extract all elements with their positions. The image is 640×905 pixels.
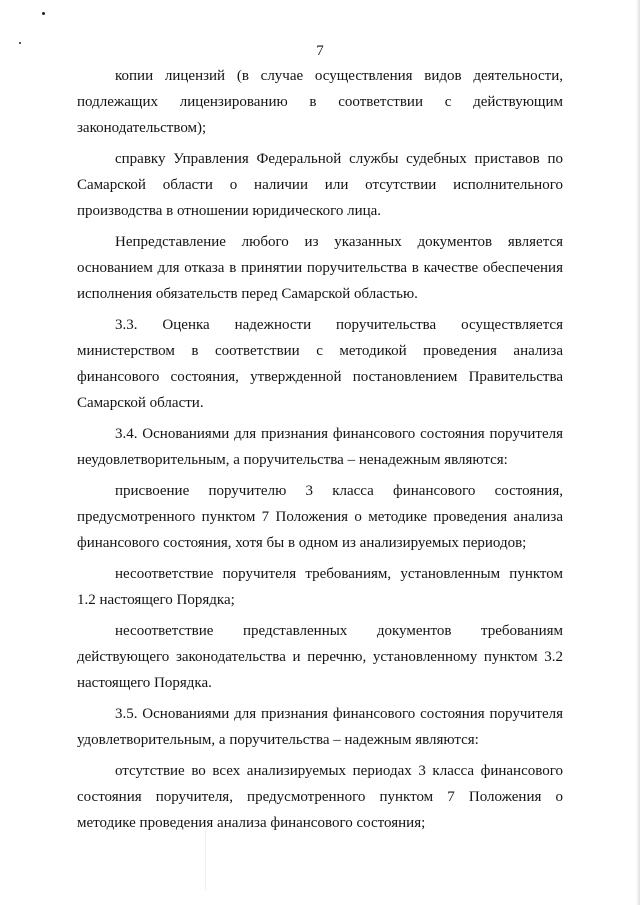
- paragraph-3-4: 3.4. Основаниями для признания финансового состояния поручителя неудовлетворительным, а поручительства – ненадежным являются:: [77, 426, 563, 468]
- paragraph-bailiff-certificate: справку Управления Федеральной службы судебных приставов по Самарской области о наличии или отсутствии исполнительного производства в отношении юридического лица.: [77, 151, 563, 219]
- paragraph-licenses: копии лицензий (в случае осуществления видов деятельности, подлежащих лицензированию в соответствии с действующим законодательством);: [77, 68, 563, 136]
- paragraph-refusal-grounds: Непредставление любого из указанных документов является основанием для отказа в принятии поручительства в качестве обеспечения исполнения обязательств перед Самарской областью.: [77, 234, 563, 302]
- page-number: 7: [316, 43, 324, 59]
- document-body: [77, 63, 563, 841]
- paragraph-3-5: 3.5. Основаниями для признания финансового состояния поручителя удовлетворительным, а поручительства – надежным являются:: [77, 706, 563, 748]
- paragraph-requirements-mismatch: несоответствие поручителя требованиям, установленным пунктом 1.2 настоящего Порядка;: [77, 566, 563, 608]
- scan-edge-shadow: [636, 0, 640, 905]
- paragraph-class-3-assignment: присвоение поручителю 3 класса финансового состояния, предусмотренного пунктом 7 Положения о методике проведения анализа финансового состояния, хотя бы в одном из анализируемых периодов;: [77, 483, 563, 551]
- paragraph-documents-mismatch: несоответствие представленных документов требованиям действующего законодательства и перечню, установленному пунктом 3.2 настоящего Порядка.: [77, 623, 563, 691]
- paragraph-no-class-3: отсутствие во всех анализируемых периодах 3 класса финансового состояния поручителя, предусмотренного пунктом 7 Положения о методике проведения анализа финансового состояния;: [77, 763, 563, 831]
- paragraph-3-3: 3.3. Оценка надежности поручительства осуществляется министерством в соответствии с методикой проведения анализа финансового состояния, утвержденной постановлением Правительства Самарской области.: [77, 317, 563, 411]
- scan-speck: [42, 12, 45, 15]
